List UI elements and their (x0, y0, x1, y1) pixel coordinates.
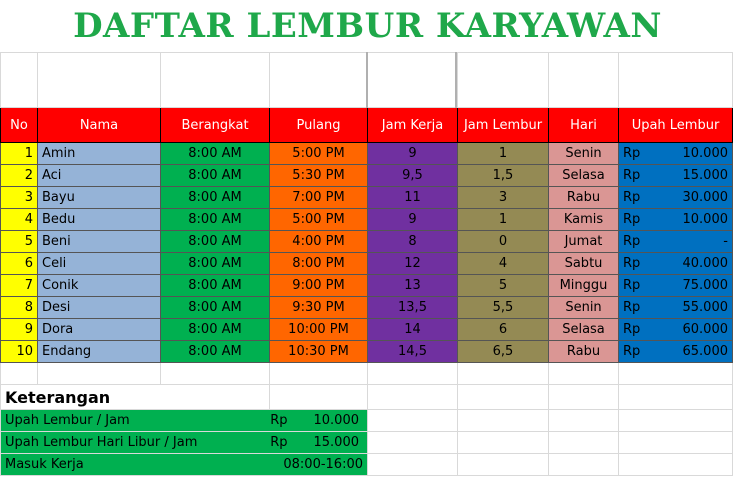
cell[interactable] (458, 385, 549, 410)
cell[interactable] (368, 385, 458, 410)
upah-lembur-label: Upah Lembur / Jam (5, 413, 130, 428)
departure-time-cell[interactable]: 8:00 AM (161, 253, 270, 275)
masuk-kerja-value: 08:00-16:00 (283, 457, 363, 472)
overtime-pay-cell[interactable] (619, 319, 733, 341)
currency-label: Rp (623, 168, 641, 183)
overtime-hours-cell[interactable]: 0 (458, 231, 549, 253)
cell[interactable] (1, 363, 38, 385)
table-row (1, 297, 733, 319)
row-number-cell[interactable]: 6 (1, 253, 38, 275)
currency-label: Rp (623, 234, 641, 249)
currency-label: Rp (623, 278, 641, 293)
cell[interactable] (619, 410, 733, 432)
row-number-cell[interactable]: 3 (1, 187, 38, 209)
return-time-cell[interactable]: 5:00 PM (270, 143, 368, 165)
day-name-cell[interactable]: Senin (549, 297, 619, 319)
table-row (1, 341, 733, 363)
return-time-cell[interactable]: 9:00 PM (270, 275, 368, 297)
overtime-pay-cell[interactable] (619, 253, 733, 275)
table-row (1, 165, 733, 187)
upah-lembur-rp: Rp (270, 413, 288, 428)
row-number-cell[interactable]: 4 (1, 209, 38, 231)
blank-row (1, 363, 733, 385)
work-hours-cell[interactable]: 11 (368, 187, 458, 209)
header-no[interactable]: No (1, 108, 38, 143)
day-name-cell[interactable]: Selasa (549, 165, 619, 187)
upah-lembur-value: 10.000 (313, 413, 359, 428)
cell[interactable] (458, 363, 549, 385)
day-name-cell[interactable]: Selasa (549, 319, 619, 341)
cell[interactable] (161, 53, 270, 108)
masuk-kerja-cell[interactable] (1, 454, 368, 476)
overtime-hours-cell[interactable]: 6 (458, 319, 549, 341)
cell[interactable] (458, 410, 549, 432)
cell[interactable] (38, 53, 161, 108)
employee-name-cell[interactable]: Beni (38, 231, 161, 253)
cell[interactable] (549, 454, 619, 476)
work-hours-cell[interactable]: 9,5 (368, 165, 458, 187)
cell[interactable] (619, 454, 733, 476)
cell[interactable] (368, 53, 458, 108)
header-row (1, 108, 733, 143)
work-hours-cell[interactable]: 9 (368, 143, 458, 165)
column-divider (455, 52, 457, 108)
overtime-pay-cell[interactable] (619, 231, 733, 253)
keterangan-row (1, 432, 733, 454)
employee-name-cell[interactable]: Celi (38, 253, 161, 275)
keterangan-row (1, 410, 733, 432)
currency-label: Rp (623, 146, 641, 161)
day-name-cell[interactable]: Kamis (549, 209, 619, 231)
currency-label: Rp (623, 322, 641, 337)
sheet-title: DAFTAR LEMBUR KARYAWAN (73, 6, 662, 46)
cell[interactable] (619, 385, 733, 410)
return-time-cell[interactable]: 9:30 PM (270, 297, 368, 319)
overtime-pay-amount: 65.000 (682, 344, 728, 359)
header-nama[interactable]: Nama (38, 108, 161, 143)
overtime-pay-amount: 40.000 (682, 256, 728, 271)
overtime-hours-cell[interactable]: 1 (458, 209, 549, 231)
return-time-cell[interactable]: 7:00 PM (270, 187, 368, 209)
overtime-hours-cell[interactable]: 1,5 (458, 165, 549, 187)
header-berangkat[interactable]: Berangkat (161, 108, 270, 143)
table-row (1, 209, 733, 231)
row-number-cell[interactable]: 9 (1, 319, 38, 341)
employee-name-cell[interactable]: Aci (38, 165, 161, 187)
header-pulang[interactable]: Pulang (270, 108, 368, 143)
table-row (1, 253, 733, 275)
overtime-pay-cell[interactable] (619, 275, 733, 297)
header-jam-kerja[interactable]: Jam Kerja (368, 108, 458, 143)
currency-label: Rp (623, 344, 641, 359)
overtime-pay-cell[interactable] (619, 297, 733, 319)
currency-label: Rp (623, 256, 641, 271)
return-time-cell[interactable]: 5:00 PM (270, 209, 368, 231)
cell[interactable] (368, 410, 458, 432)
row-number-cell[interactable]: 8 (1, 297, 38, 319)
departure-time-cell[interactable]: 8:00 AM (161, 231, 270, 253)
upah-libur-value: 15.000 (313, 435, 359, 450)
overtime-pay-amount: 75.000 (682, 278, 728, 293)
cell[interactable] (38, 363, 161, 385)
cell[interactable] (619, 432, 733, 454)
cell[interactable] (549, 385, 619, 410)
table-body (1, 143, 733, 363)
currency-label: Rp (623, 212, 641, 227)
return-time-cell[interactable]: 4:00 PM (270, 231, 368, 253)
masuk-kerja-label: Masuk Kerja (5, 457, 84, 472)
table-row (1, 319, 733, 341)
overtime-hours-cell[interactable]: 6,5 (458, 341, 549, 363)
cell[interactable] (368, 363, 458, 385)
cell[interactable] (270, 385, 368, 410)
cell[interactable] (458, 53, 549, 108)
overtime-pay-cell[interactable] (619, 341, 733, 363)
day-name-cell[interactable]: Rabu (549, 341, 619, 363)
row-number-cell[interactable]: 2 (1, 165, 38, 187)
departure-time-cell[interactable]: 8:00 AM (161, 165, 270, 187)
overtime-hours-cell[interactable]: 1 (458, 143, 549, 165)
currency-label: Rp (623, 300, 641, 315)
departure-time-cell[interactable]: 8:00 AM (161, 297, 270, 319)
overtime-pay-cell[interactable] (619, 187, 733, 209)
day-name-cell[interactable]: Minggu (549, 275, 619, 297)
employee-name-cell[interactable]: Bayu (38, 187, 161, 209)
header-jam-lembur[interactable]: Jam Lembur (458, 108, 549, 143)
employee-name-cell[interactable]: Amin (38, 143, 161, 165)
row-number-cell[interactable]: 7 (1, 275, 38, 297)
day-name-cell[interactable]: Senin (549, 143, 619, 165)
departure-time-cell[interactable]: 8:00 AM (161, 143, 270, 165)
overtime-hours-cell[interactable]: 5,5 (458, 297, 549, 319)
employee-name-cell[interactable]: Desi (38, 297, 161, 319)
work-hours-cell[interactable]: 8 (368, 231, 458, 253)
table-row (1, 231, 733, 253)
overtime-pay-amount: - (723, 234, 728, 249)
cell[interactable] (368, 432, 458, 454)
work-hours-cell[interactable]: 14,5 (368, 341, 458, 363)
work-hours-cell[interactable]: 12 (368, 253, 458, 275)
overtime-hours-cell[interactable]: 5 (458, 275, 549, 297)
return-time-cell[interactable]: 10:00 PM (270, 319, 368, 341)
header-hari[interactable]: Hari (549, 108, 619, 143)
departure-time-cell[interactable]: 8:00 AM (161, 319, 270, 341)
day-name-cell[interactable]: Rabu (549, 187, 619, 209)
cell[interactable] (270, 363, 368, 385)
employee-name-cell[interactable]: Dora (38, 319, 161, 341)
cell[interactable] (549, 410, 619, 432)
currency-label: Rp (623, 190, 641, 205)
cell[interactable] (458, 432, 549, 454)
cell[interactable] (619, 363, 733, 385)
column-divider (366, 52, 368, 108)
keterangan-title[interactable] (1, 385, 270, 410)
overtime-hours-cell[interactable]: 4 (458, 253, 549, 275)
day-name-cell[interactable]: Sabtu (549, 253, 619, 275)
cell[interactable] (549, 432, 619, 454)
overtime-pay-amount: 30.000 (682, 190, 728, 205)
departure-time-cell[interactable]: 8:00 AM (161, 209, 270, 231)
departure-time-cell[interactable]: 8:00 AM (161, 275, 270, 297)
return-time-cell[interactable]: 10:30 PM (270, 341, 368, 363)
cell[interactable] (619, 53, 733, 108)
row-number-cell[interactable]: 5 (1, 231, 38, 253)
overtime-pay-cell[interactable] (619, 143, 733, 165)
upah-libur-cell[interactable] (1, 432, 368, 454)
return-time-cell[interactable]: 5:30 PM (270, 165, 368, 187)
overtime-pay-cell[interactable] (619, 209, 733, 231)
cell[interactable] (270, 53, 368, 108)
cell[interactable] (1, 53, 38, 108)
work-hours-cell[interactable]: 13,5 (368, 297, 458, 319)
upah-lembur-cell[interactable] (1, 410, 368, 432)
cell[interactable] (458, 454, 549, 476)
upah-libur-rp: Rp (270, 435, 288, 450)
header-upah-lembur[interactable]: Upah Lembur (619, 108, 733, 143)
departure-time-cell[interactable]: 8:00 AM (161, 341, 270, 363)
keterangan-row (1, 454, 733, 476)
employee-name-cell[interactable]: Endang (38, 341, 161, 363)
day-name-cell[interactable]: Jumat (549, 231, 619, 253)
overtime-pay-amount: 60.000 (682, 322, 728, 337)
cell[interactable] (368, 454, 458, 476)
upah-libur-label: Upah Lembur Hari Libur / Jam (5, 435, 198, 450)
table-row (1, 143, 733, 165)
overtime-pay-amount: 15.000 (682, 168, 728, 183)
keterangan-title-row (1, 385, 733, 410)
overtime-pay-cell[interactable] (619, 165, 733, 187)
overtime-pay-amount: 10.000 (682, 146, 728, 161)
return-time-cell[interactable]: 8:00 PM (270, 253, 368, 275)
cell[interactable] (549, 53, 619, 108)
departure-time-cell[interactable]: 8:00 AM (161, 187, 270, 209)
row-number-cell[interactable]: 1 (1, 143, 38, 165)
work-hours-cell[interactable]: 14 (368, 319, 458, 341)
cell[interactable] (549, 363, 619, 385)
table-row (1, 275, 733, 297)
overtime-pay-amount: 55.000 (682, 300, 728, 315)
overtime-hours-cell[interactable]: 3 (458, 187, 549, 209)
overtime-table (0, 52, 733, 476)
work-hours-cell[interactable]: 13 (368, 275, 458, 297)
row-number-cell[interactable]: 10 (1, 341, 38, 363)
table-row (1, 187, 733, 209)
employee-name-cell[interactable]: Conik (38, 275, 161, 297)
cell[interactable] (161, 363, 270, 385)
employee-name-cell[interactable]: Bedu (38, 209, 161, 231)
overtime-pay-amount: 10.000 (682, 212, 728, 227)
work-hours-cell[interactable]: 9 (368, 209, 458, 231)
keterangan-title-text: Keterangan (5, 387, 111, 407)
